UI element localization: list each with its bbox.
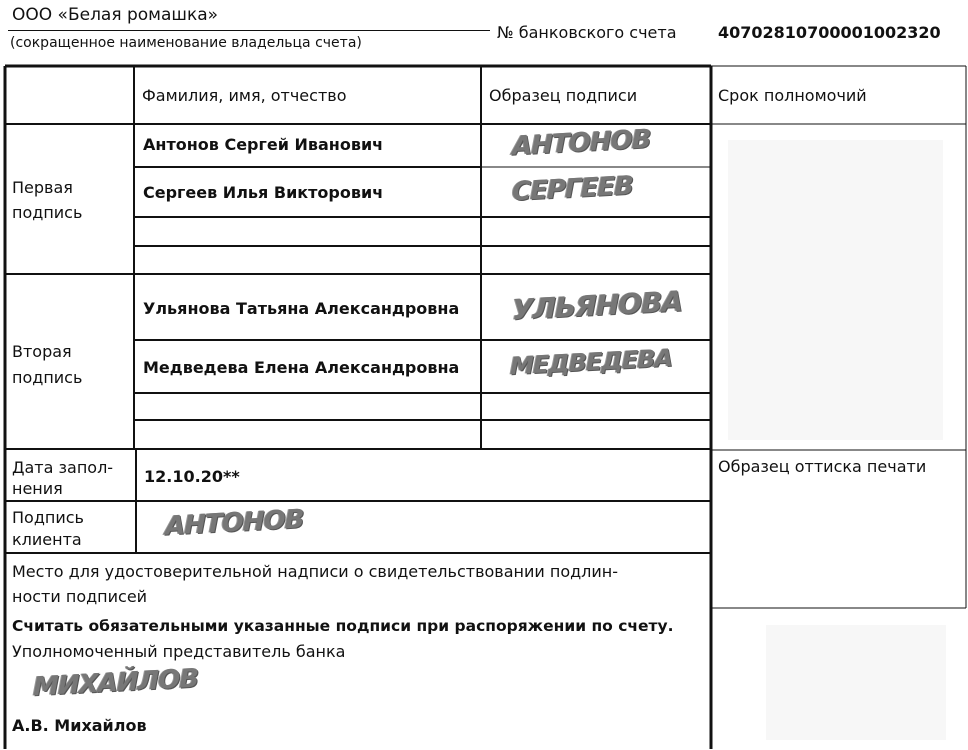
col-header-signature: Образец подписи — [489, 86, 638, 105]
second-signature-label: подпись — [12, 368, 83, 387]
scan-shade — [728, 140, 943, 440]
owner-caption: (сокращенное наименование владельца счета) — [10, 35, 362, 51]
signer-name: Антонов Сергей Иванович — [143, 135, 384, 154]
signature-image: СЕРГЕЕВ — [512, 170, 633, 208]
client-signature-image: АНТОНОВ — [165, 504, 304, 542]
scan-shade — [766, 625, 946, 740]
client-sign-label: Подпись — [12, 508, 84, 527]
representative-name: А.В. Михайлов — [12, 716, 147, 735]
account-number: 40702810700001002320 — [718, 23, 941, 42]
first-signature-label: Первая — [12, 178, 73, 197]
second-signature-label: Вторая — [12, 342, 72, 361]
signature-image: МЕДВЕДЕВА — [510, 343, 672, 381]
certification-text: ности подписей — [12, 587, 148, 606]
col-header-term: Срок полномочий — [718, 86, 867, 105]
owner-name: ООО «Белая ромашка» — [12, 5, 219, 25]
date-label: Дата запол- — [12, 458, 114, 477]
mandatory-note: Считать обязательными указанные подписи при распоряжении по счету. — [12, 617, 674, 635]
signer-name: Сергеев Илья Викторович — [143, 183, 384, 202]
signature-image: УЛЬЯНОВА — [512, 284, 682, 327]
stamp-label: Образец оттиска печати — [718, 457, 927, 476]
signer-name: Медведева Елена Александровна — [143, 358, 460, 377]
signer-name: Ульянова Татьяна Александровна — [143, 299, 460, 318]
representative-label: Уполномоченный представитель банка — [12, 642, 346, 661]
fill-date: 12.10.20** — [144, 467, 240, 486]
client-sign-label: клиента — [12, 530, 82, 549]
certification-text: Место для удостоверительной надписи о свидетельствовании подлин- — [12, 562, 619, 581]
col-header-name: Фамилия, имя, отчество — [142, 86, 347, 105]
representative-signature-image: МИХАЙЛОВ — [33, 663, 199, 703]
first-signature-label: подпись — [12, 203, 83, 222]
account-label: № банковского счета — [497, 23, 677, 42]
date-label: нения — [12, 479, 63, 498]
signature-image: АНТОНОВ — [512, 124, 651, 162]
